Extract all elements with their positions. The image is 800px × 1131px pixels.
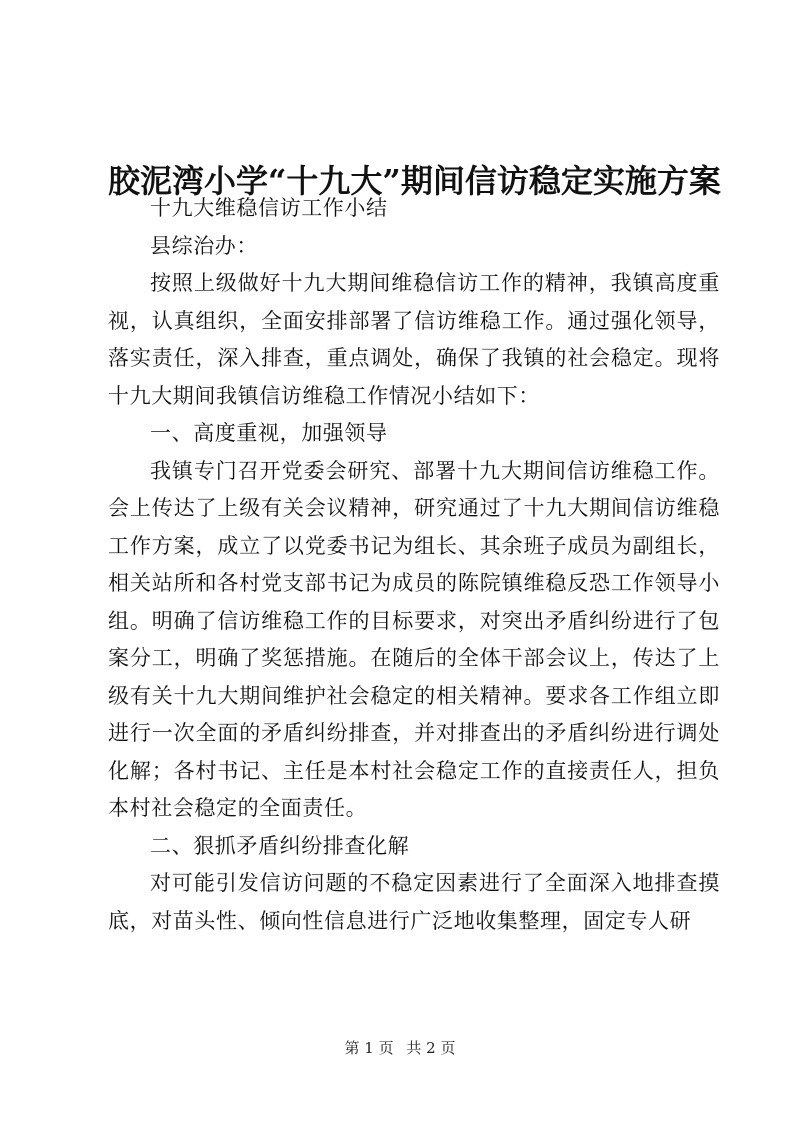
section-1-paragraph: 我镇专门召开党委会研究、部署十九大期间信访维稳工作。会上传达了上级有关会议精神，研究通过了十九大期间信访维稳工作方案，成立了以党委书记为组长、其余班子成员为副组长，相关站所和各村党支部书记为成员的陈院镇维稳反恐工作领导小组。明确了信访维稳工作的目标要求，对突出矛盾纠纷进行了包案分工，明确了奖惩措施。在随后的全体干部会议上，传达了上级有关十九大期间维护社会稳定的相关精神。要求各工作组立即进行一次全面的矛盾纠纷排查，并对排查出的矛盾纠纷进行调处化解；各村书记、主任是本村社会稳定工作的直接责任人，担负本村社会稳定的全面责任。 bbox=[108, 458, 720, 820]
section-2-paragraph: 对可能引发信访问题的不稳定因素进行了全面深入地排查摸底，对苗头性、倾向性信息进行广泛地收集整理，固定专人研 bbox=[108, 871, 720, 933]
document-body bbox=[108, 190, 720, 940]
intro-paragraph: 按照上级做好十九大期间维稳信访工作的精神，我镇高度重视，认真组织，全面安排部署了信访维稳工作。通过强化领导，落实责任，深入排查，重点调处，确保了我镇的社会稳定。现将十九大期间我镇信访维稳工作情况小结如下： bbox=[108, 271, 720, 408]
page-number: 第 1 页 bbox=[344, 1039, 394, 1057]
page-footer bbox=[0, 1038, 800, 1058]
document-title: 胶泥湾小学“十九大”期间信访稳定实施方案 bbox=[108, 162, 721, 201]
section-heading-1: 一、高度重视，加强领导 bbox=[150, 421, 388, 445]
page-total: 共 2 页 bbox=[406, 1039, 456, 1057]
addressee-paragraph: 县综治办： bbox=[150, 233, 258, 258]
section-heading-2: 二、狠抓矛盾纠纷排查化解 bbox=[150, 833, 410, 858]
subtitle-paragraph: 十九大维稳信访工作小结 bbox=[150, 196, 388, 220]
